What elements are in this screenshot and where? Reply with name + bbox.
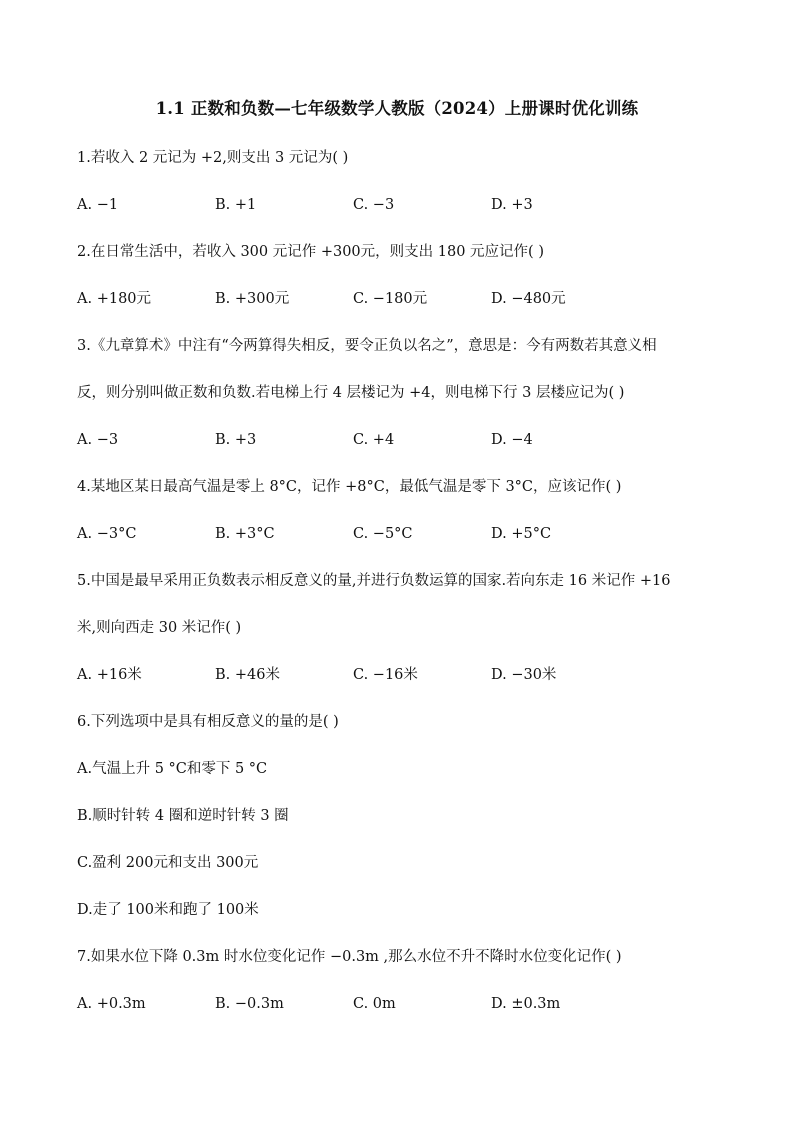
- option-b: B. +46米: [215, 667, 280, 683]
- question-1: [77, 146, 717, 217]
- option-c: C. 0m: [353, 996, 396, 1012]
- question-5: [77, 569, 717, 687]
- question-1-options: [77, 193, 717, 217]
- question-7-options: [77, 992, 717, 1016]
- option-d: D. ±0.3m: [491, 996, 561, 1012]
- question-list: [77, 146, 717, 1016]
- question-6-text: 6.下列选项中是具有相反意义的量的是( ): [77, 714, 339, 730]
- option-c: C. +4: [353, 432, 395, 448]
- option-d: D. +5°C: [491, 526, 552, 542]
- question-7-text: 7.如果水位下降 0.3m 时水位变化记作 −0.3m ,那么水位不升不降时水位变化记作( ): [77, 949, 622, 965]
- option-a: A. −3°C: [77, 526, 137, 542]
- option-c: C.盈利 200元和支出 300元: [77, 855, 259, 871]
- option-b: B.顺时针转 4 圈和逆时针转 3 圈: [77, 808, 289, 824]
- option-a: A.气温上升 5 °C和零下 5 °C: [77, 761, 268, 777]
- option-a: A. −1: [77, 197, 119, 213]
- option-d: D. −30米: [491, 667, 557, 683]
- option-b: B. +1: [215, 197, 257, 213]
- option-c: C. −5°C: [353, 526, 413, 542]
- option-d: D. +3: [491, 197, 533, 213]
- question-3: [77, 334, 717, 452]
- option-b: B. +300元: [215, 291, 290, 307]
- option-d: D. −480元: [491, 291, 566, 307]
- page-title: 1.1 正数和负数—七年级数学人教版（2024）上册课时优化训练: [155, 99, 639, 118]
- option-d: D. −4: [491, 432, 533, 448]
- option-a: A. −3: [77, 432, 119, 448]
- option-c: C. −16米: [353, 667, 418, 683]
- question-4-options: [77, 522, 717, 546]
- option-b: B. −0.3m: [215, 996, 284, 1012]
- question-5-text-line-1: 5.中国是最早采用正负数表示相反意义的量,并进行负数运算的国家.若向东走 16 米记作 +16: [77, 573, 671, 589]
- question-1-text: 1.若收入 2 元记为 +2,则支出 3 元记为( ): [77, 150, 349, 166]
- question-3-text-line-1: 3.《九章算术》中注有“今两算得失相反，要令正负以名之”，意思是：今有两数若其意义相: [77, 338, 657, 354]
- option-a: A. +180元: [77, 291, 152, 307]
- question-4-text: 4.某地区某日最高气温是零上 8°C，记作 +8°C，最低气温是零下 3°C，应该记作( ): [77, 479, 622, 495]
- option-d: D.走了 100米和跑了 100米: [77, 902, 259, 918]
- question-5-options: [77, 663, 717, 687]
- question-3-options: [77, 428, 717, 452]
- question-7: [77, 945, 717, 1016]
- question-2: [77, 240, 717, 311]
- question-5-text-line-2: 米,则向西走 30 米记作( ): [77, 620, 242, 636]
- option-b: B. +3°C: [215, 526, 275, 542]
- question-2-options: [77, 287, 717, 311]
- option-a: A. +0.3m: [77, 996, 146, 1012]
- question-6: [77, 710, 717, 922]
- option-c: C. −180元: [353, 291, 428, 307]
- question-3-text-line-2: 反，则分别叫做正数和负数.若电梯上行 4 层楼记为 +4，则电梯下行 3 层楼应记为( ): [77, 385, 625, 401]
- question-4: [77, 475, 717, 546]
- option-a: A. +16米: [77, 667, 142, 683]
- question-2-text: 2.在日常生活中，若收入 300 元记作 +300元，则支出 180 元应记作( ): [77, 244, 544, 260]
- option-b: B. +3: [215, 432, 257, 448]
- option-c: C. −3: [353, 197, 395, 213]
